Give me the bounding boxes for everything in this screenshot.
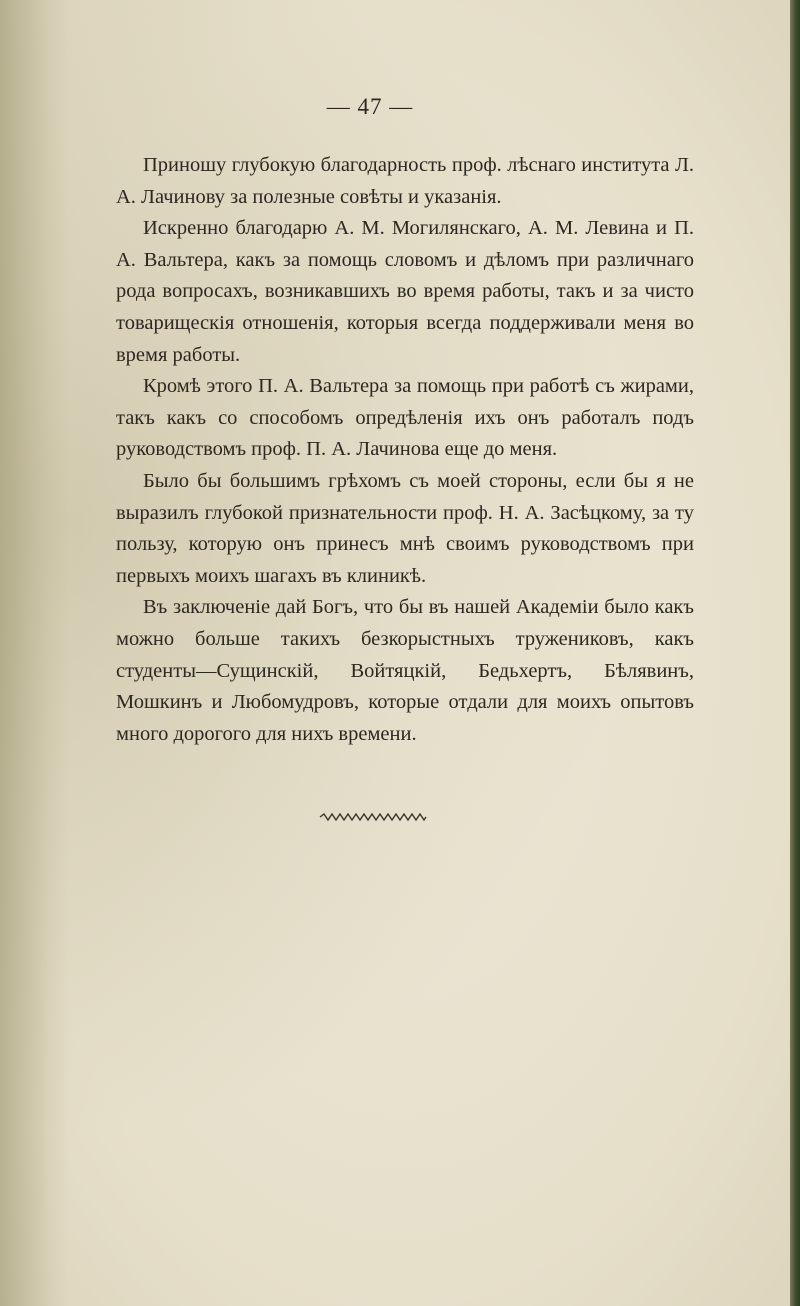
paragraph-acknowledgement-lachinov: Приношу глубокую благодарность проф. лѣснаго института Л. А. Лачинову за полезные совѣты и указанія. <box>116 154 694 208</box>
body-text <box>116 150 694 750</box>
paragraph-walter-fats: Кромѣ этого П. А. Вальтера за помощь при работѣ съ жирами, такъ какъ со способомъ опредѣленія ихъ онъ работалъ подъ руководствомъ проф. П. А. Лачинова еще до меня. <box>116 375 694 461</box>
page-number: — 47 — <box>326 94 414 119</box>
page-gutter-shadow <box>0 0 70 1306</box>
paragraph-thanks-colleagues: Искренно благодарю А. М. Могилянскаго, А. М. Левина и П. А. Вальтера, какъ за помощь словомъ и дѣломъ при различнаго рода вопросахъ, возникавшихъ во время работы, такъ и за чисто товарищескія отношенія, которыя всегда поддерживали меня во время работы. <box>116 217 694 366</box>
end-ornament <box>318 810 428 824</box>
paragraph-conclusion-students: Въ заключеніе дай Богъ, что бы въ нашей Академіи было какъ можно больше такихъ безкорыстныхъ тружениковъ, какъ студенты—Сущинскій, Войтяцкій, Бедьхертъ, Бѣлявинъ, Мошкинъ и Любомудровъ, которые отдали для моихъ опытовъ много дорогого для нихъ времени. <box>116 596 694 745</box>
page-edge <box>790 0 800 1306</box>
paragraph-zasetsky: Было бы большимъ грѣхомъ съ моей стороны, если бы я не выразилъ глубокой признательности проф. Н. А. Засѣцкому, за ту пользу, которую онъ принесъ мнѣ своимъ руководствомъ при первыхъ моихъ шагахъ въ клиникѣ. <box>116 469 694 587</box>
